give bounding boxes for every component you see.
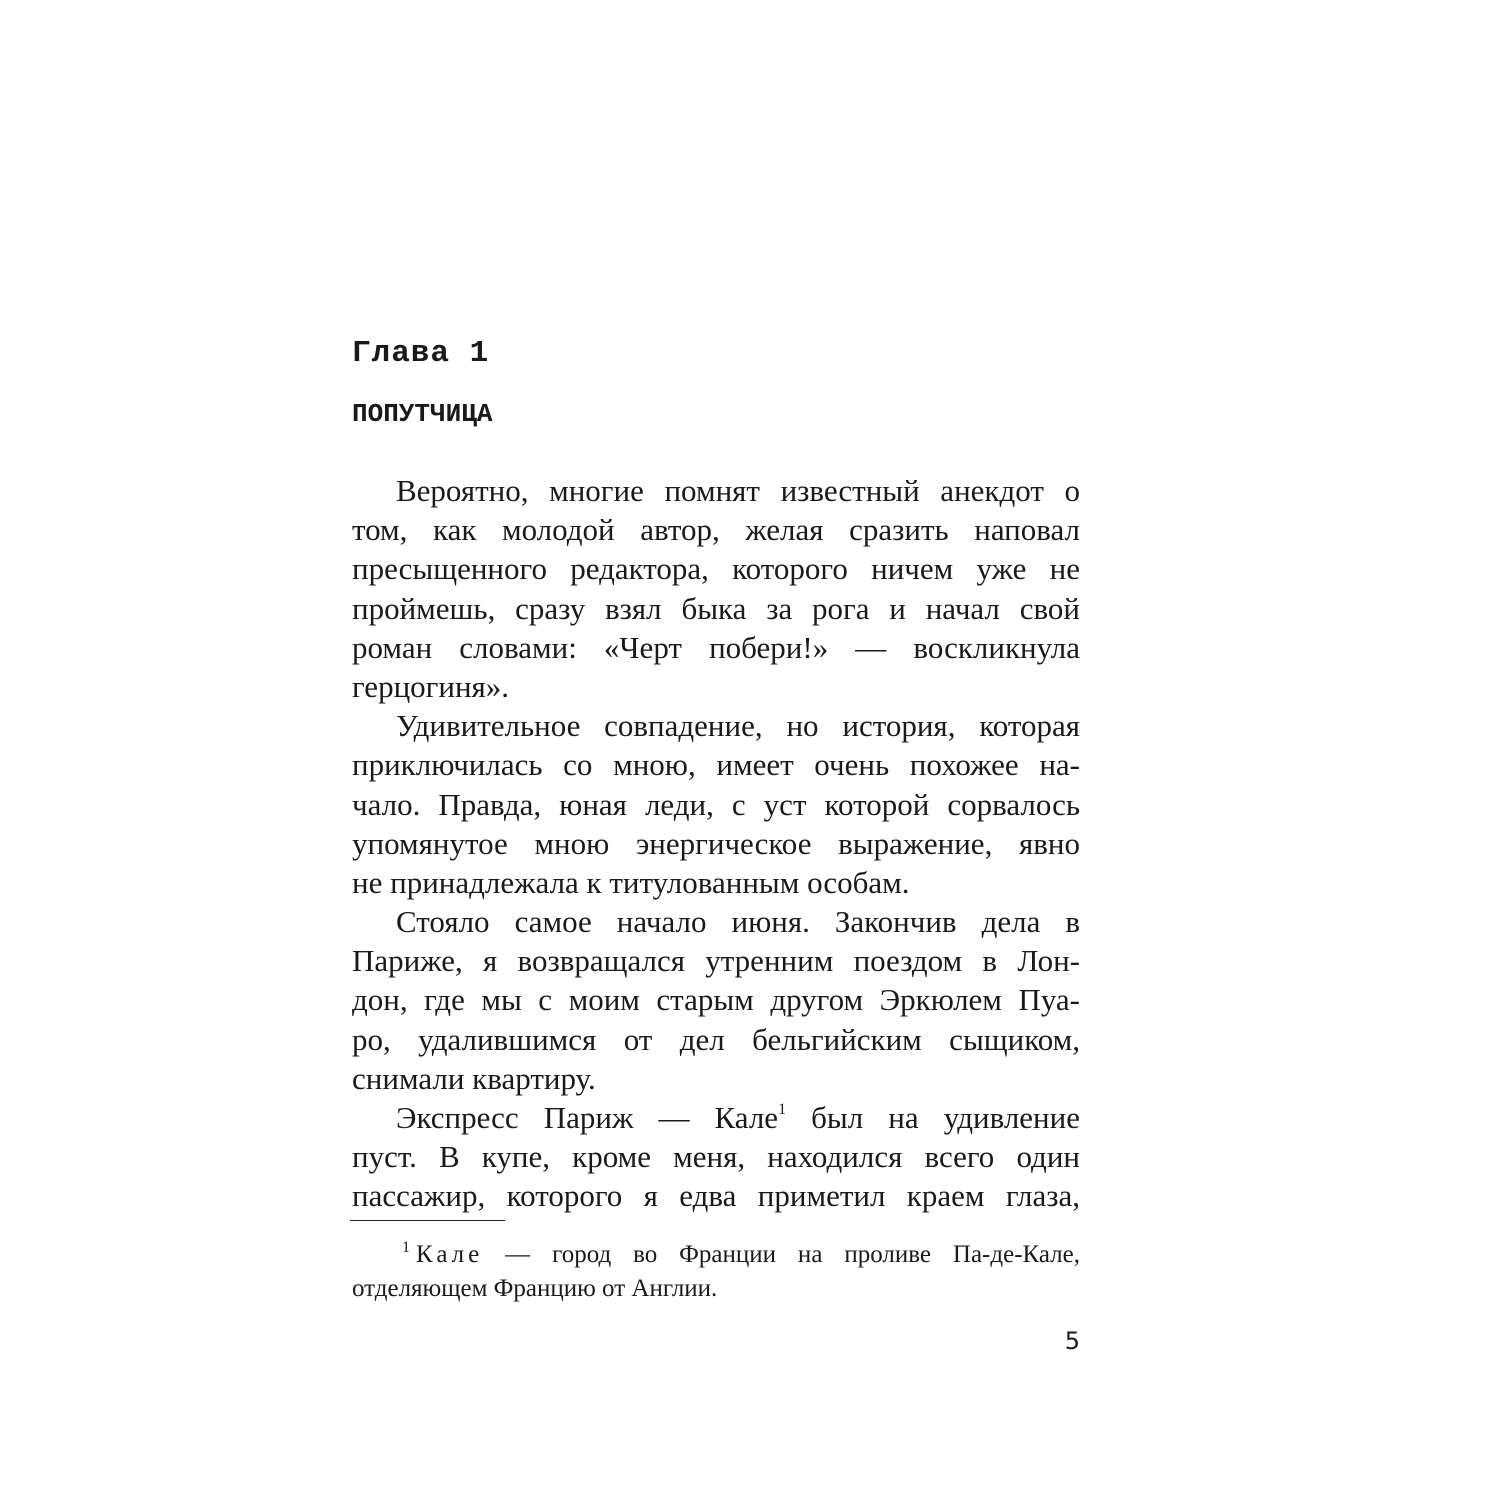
text-line: Париже, я возвращался утренним поездом в Лон- [352,943,1080,979]
text-line: герцогиня». [352,668,510,704]
footnote-line [352,1238,1080,1272]
text-line: дон, где мы с моим старым другом Эркюлем Пуа- [352,982,1080,1018]
text-line: Вероятно, многие помнят известный анекдот о [396,473,1080,508]
chapter-number: Глава 1 [352,336,490,371]
paragraph-4 [352,1098,1080,1216]
paragraph-1 [352,471,1080,706]
footnote-text: — город во Франции на проливе Па-де-Кале, [483,1241,1080,1268]
book-page [352,0,1080,1500]
footnote-reference[interactable]: 1 [778,1101,787,1118]
footnote-marker: 1 [402,1239,410,1256]
text-line: упомянутое мною энергическое выражение, явно [352,825,1080,861]
text-line: том, как молодой автор, желая сразить наповал [352,512,1080,548]
text-line: ро, удалившимся от дел бельгийским сыщиком, [352,1021,1080,1057]
text-line: снимали квартиру. [352,1060,596,1096]
text-line: пресыщенного редактора, которого ничем уже не [352,551,1080,587]
chapter-title: ПОПУТЧИЦА [352,399,493,429]
text-line: чало. Правда, юная леди, с уст которой сорвалось [352,786,1080,822]
text-segment: был на удивление [786,1100,1080,1135]
text-line: проймешь, сразу взял быка за рога и начал свой [352,590,1080,626]
text-line: пуст. В купе, кроме меня, находился всего один [352,1139,1080,1175]
text-line: приключилась со мною, имеет очень похожее на- [352,747,1080,783]
footnote-divider [350,1220,505,1221]
paragraph-3 [352,902,1080,1098]
text-line: Удивительное совпадение, но история, которая [396,708,1080,744]
footnote [352,1238,1080,1306]
text-line: пассажир, которого я едва приметил краем глаза, [352,1178,1080,1214]
paragraph-2 [352,706,1080,902]
text-line: Стояло самое начало июня. Закончив дела в [396,904,1080,940]
text-line [352,1098,1080,1137]
text-segment: Экспресс Париж — Кале [396,1100,779,1135]
footnote-line: отделяющем Францию от Англии. [352,1275,718,1302]
text-line: не принадлежала к титулованным особам. [352,864,910,900]
page-number: 5 [1064,1327,1080,1355]
body-text [352,471,1080,1216]
text-line: роман словами: «Черт побери!» — воскликнула [352,629,1080,665]
footnote-term: Кале [416,1241,484,1268]
